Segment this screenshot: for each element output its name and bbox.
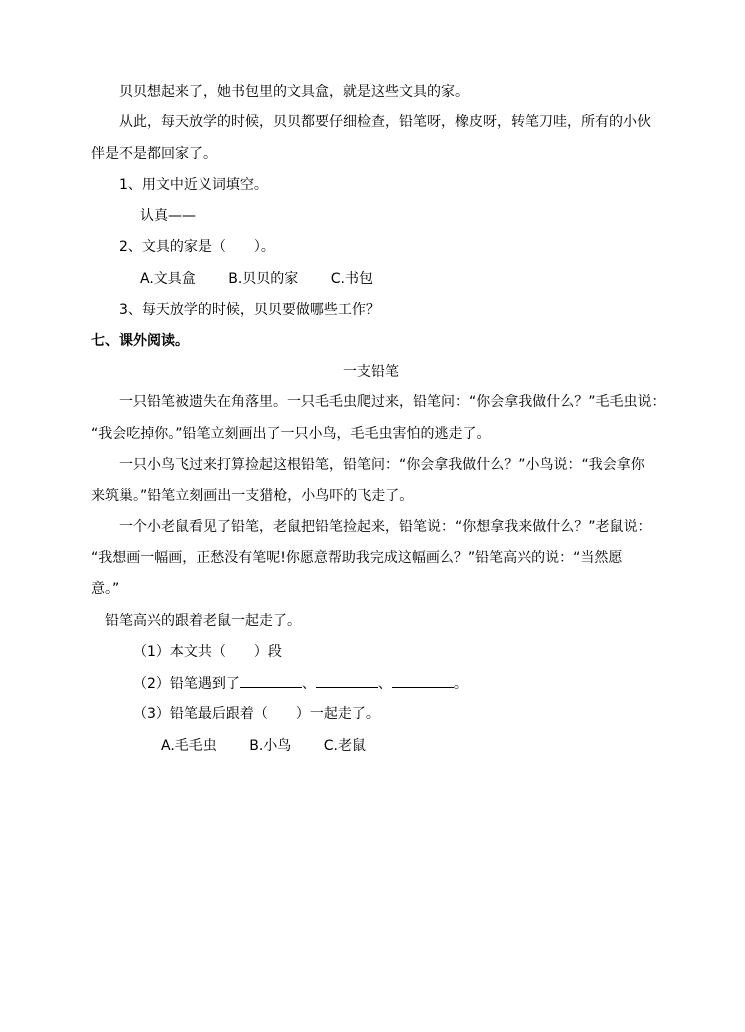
question-1: 1、用文中近义词填空。 [119, 177, 268, 193]
story-line-4: 来筑巢。”铅笔立刻画出一支猎枪，小鸟吓的飞走了。 [91, 488, 414, 504]
sub-question-3-options: A.毛毛虫 B.小鸟 C.老鼠 [161, 738, 366, 754]
paragraph-line-2: 从此，每天放学的时候，贝贝都要仔细检查，铅笔呀，橡皮呀，转笔刀哇，所有的小伙 [119, 114, 651, 130]
story-line-7: 意。” [91, 581, 120, 597]
sub-question-1: （1）本文共（ ）段 [133, 644, 282, 660]
story-line-1: 一只铅笔被遗失在角落里。一只毛毛虫爬过来，铅笔问：“你会拿我做什么？”毛毛虫说： [119, 394, 666, 410]
paragraph-line-1: 贝贝想起来了，她书包里的文具盒，就是这些文具的家。 [119, 84, 469, 100]
separator-2: 、 [377, 676, 392, 692]
question-3: 3、每天放学的时候，贝贝要做哪些工作？ [119, 302, 380, 318]
sub-question-3: （3）铅笔最后跟着（ ）一起走了。 [133, 706, 380, 722]
question-2: 2、文具的家是（ ）。 [119, 239, 275, 255]
answer-blank-3[interactable] [392, 673, 454, 688]
separator-1: 、 [301, 676, 316, 692]
story-line-3: 一只小鸟飞过来打算捡起这根铅笔，铅笔问：“你会拿我做什么？”小鸟说：“我会拿你 [119, 457, 645, 473]
story-line-8: 铅笔高兴的跟着老鼠一起走了。 [105, 613, 301, 629]
section-heading: 七、课外阅读。 [91, 333, 189, 349]
story-line-2: “我会吃掉你。”铅笔立刻画出了一只小鸟，毛毛虫害怕的逃走了。 [91, 426, 491, 442]
answer-blank-2[interactable] [316, 673, 378, 688]
story-title: 一支铅笔 [343, 364, 399, 380]
sub-question-2 [133, 673, 468, 694]
story-line-5: 一个小老鼠看见了铅笔，老鼠把铅笔捡起来，铅笔说：“你想拿我来做什么？”老鼠说： [119, 519, 652, 535]
story-line-6: “我想画一幅画，正愁没有笔呢!你愿意帮助我完成这幅画么？”铅笔高兴的说：“当然愿 [91, 550, 623, 566]
answer-blank-1[interactable] [240, 673, 302, 688]
sub-question-2-prefix: （2）铅笔遇到了 [133, 676, 240, 692]
question-1-answer-prompt: 认真—— [140, 208, 196, 224]
paragraph-line-3: 伴是不是都回家了。 [91, 146, 217, 162]
question-2-options: A.文具盒 B.贝贝的家 C.书包 [140, 271, 373, 287]
sub-question-2-end: 。 [453, 676, 468, 692]
